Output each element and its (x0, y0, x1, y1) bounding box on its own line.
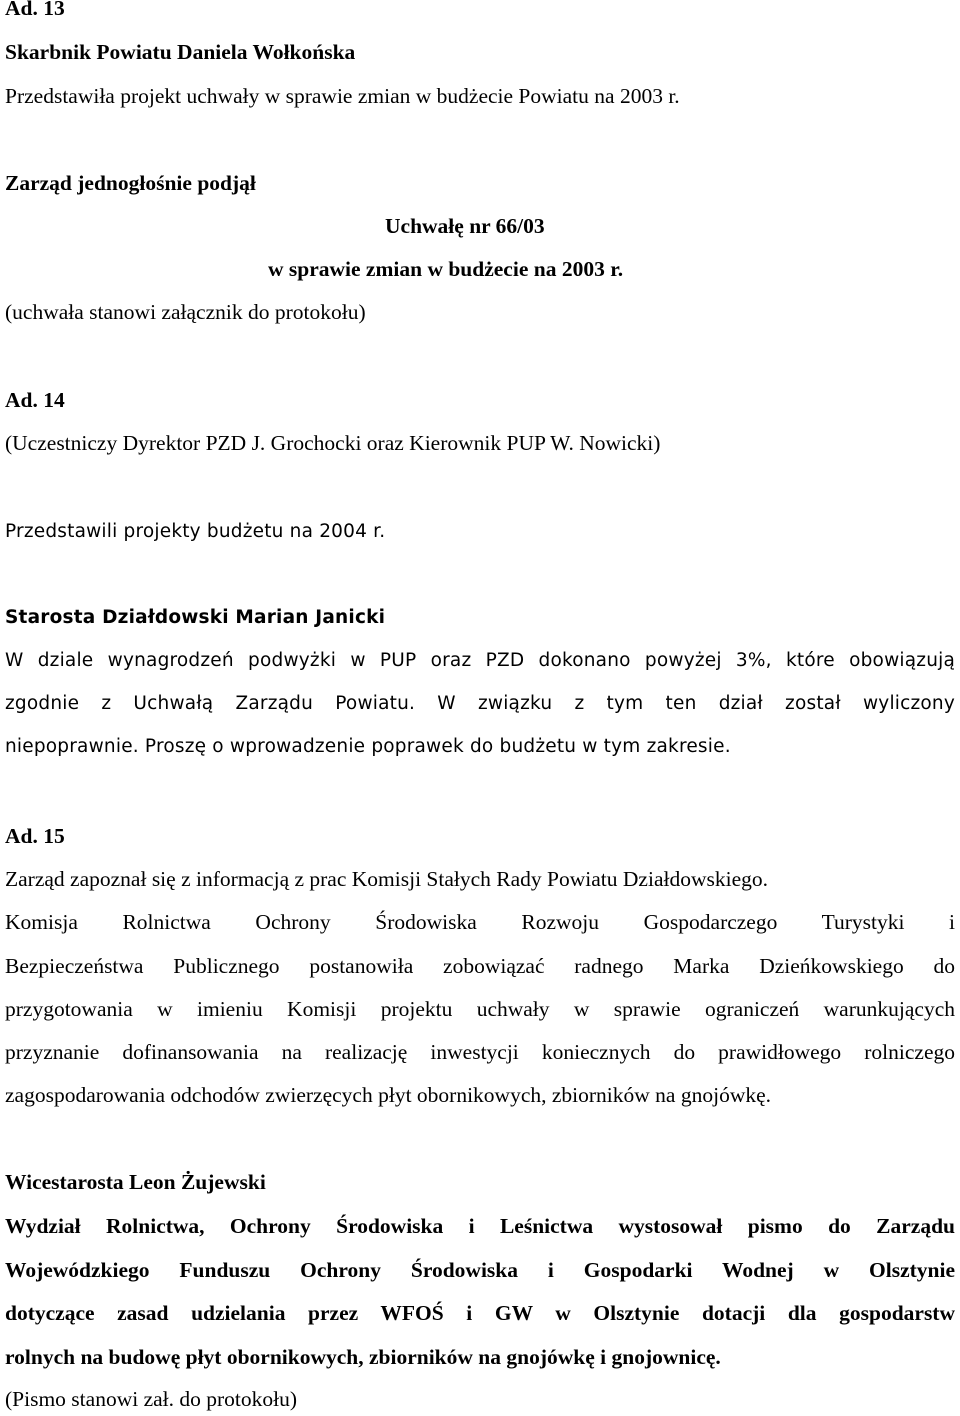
ad15-paragraph-line: przyznanie dofinansowania na realizację inwestycji koniecznych do prawidłowego rolniczego (5, 1040, 955, 1064)
ad15-paragraph-line: przygotowania w imieniu Komisji projektu uchwały w sprawie ograniczeń warunkujących (5, 997, 955, 1021)
ad13-heading: Ad. 13 (5, 0, 65, 20)
ad15-bold-line: Wydział Rolnictwa, Ochrony Środowiska i Leśnictwa wystosował pismo do Zarządu (5, 1214, 955, 1238)
ad13-text: Przedstawiła projekt uchwały w sprawie zmian w budżecie Powiatu na 2003 r. (5, 84, 680, 108)
ad15-paragraph-line: Komisja Rolnictwa Ochrony Środowiska Rozwoju Gospodarczego Turystyki i (5, 910, 955, 934)
ad13-decision: Zarząd jednogłośnie podjął (5, 171, 256, 195)
ad15-bold-line: rolnych na budowę płyt obornikowych, zbiorników na gnojówkę i gnojownicę. (5, 1345, 721, 1369)
resolution-subject: w sprawie zmian w budżecie na 2003 r. (268, 257, 624, 281)
ad14-heading: Ad. 14 (5, 388, 65, 412)
ad15-speaker: Wicestarosta Leon Żujewski (5, 1170, 266, 1194)
ad15-heading: Ad. 15 (5, 824, 65, 848)
ad14-speaker: Starosta Działdowski Marian Janicki (5, 607, 386, 628)
ad15-bold-line: Wojewódzkiego Funduszu Ochrony Środowiska i Gospodarki Wodnej w Olsztynie (5, 1258, 955, 1282)
ad14-paragraph-line: W dziale wynagrodzeń podwyżki w PUP oraz PZD dokonano powyżej 3%, które obowiązują (5, 650, 955, 671)
ad14-paragraph-line: niepoprawnie. Proszę o wprowadzenie poprawek do budżetu w tym zakresie. (5, 736, 731, 757)
ad15-note: (Pismo stanowi zał. do protokołu) (5, 1387, 298, 1411)
ad13-speaker: Skarbnik Powiatu Daniela Wołkońska (5, 40, 356, 64)
ad13-note: (uchwała stanowi załącznik do protokołu) (5, 300, 366, 324)
ad15-intro: Zarząd zapoznał się z informacją z prac Komisji Stałych Rady Powiatu Działdowskiego. (5, 867, 768, 891)
ad14-paragraph-line: zgodnie z Uchwałą Zarządu Powiatu. W związku z tym ten dział został wyliczony (5, 693, 955, 714)
ad15-paragraph-line: Bezpieczeństwa Publicznego postanowiła zobowiązać radnego Marka Dzieńkowskiego do (5, 954, 955, 978)
resolution-title: Uchwałę nr 66/03 (385, 214, 545, 238)
ad15-paragraph-line: zagospodarowania odchodów zwierzęcych płyt obornikowych, zbiorników na gnojówkę. (5, 1083, 772, 1107)
ad15-bold-line: dotyczące zasad udzielania przez WFOŚ i GW w Olsztynie dotacji dla gospodarstw (5, 1301, 955, 1325)
ad14-participants: (Uczestniczy Dyrektor PZD J. Grochocki oraz Kierownik PUP W. Nowicki) (5, 431, 661, 455)
ad14-text: Przedstawili projekty budżetu na 2004 r. (5, 521, 386, 542)
